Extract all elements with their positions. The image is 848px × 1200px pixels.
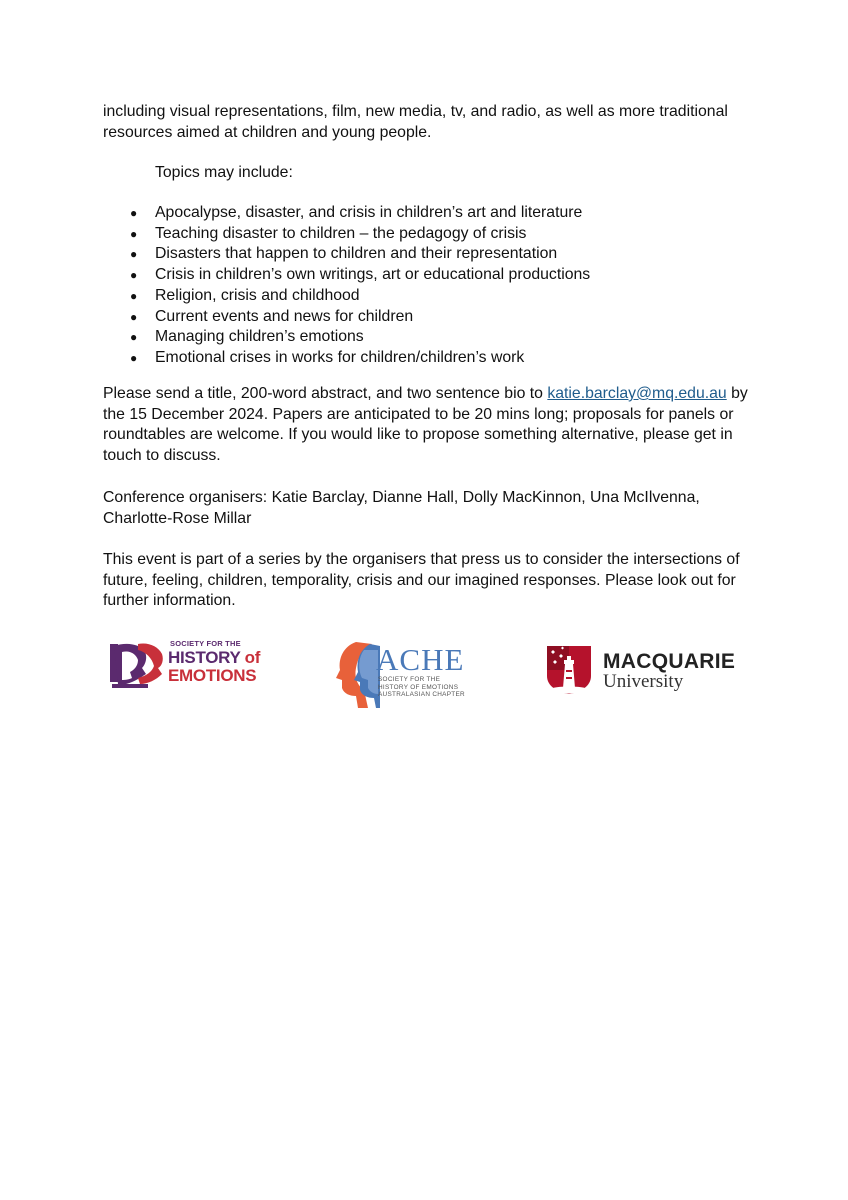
macquarie-logo-title: MACQUARIE xyxy=(603,650,736,673)
bullet-icon: ● xyxy=(130,288,138,303)
macquarie-logo xyxy=(545,644,736,696)
ache-logo-subtitle: SOCIETY FOR THE HISTORY OF EMOTIONS AUSTRALASIAN CHAPTER xyxy=(378,676,465,699)
bullet-icon: ● xyxy=(130,206,138,220)
she-faces-icon xyxy=(108,638,168,690)
bullet-icon: ● xyxy=(130,268,138,283)
she-logo-line2: EMOTIONS xyxy=(168,666,257,685)
bullet-icon: ● xyxy=(130,247,138,262)
list-item: ● Current events and news for children xyxy=(103,307,763,328)
series-paragraph: This event is part of a series by the organisers that press us to consider the intersections of future, feeling, children, temporality, crisis and our imagined responses. Please look out for further information. xyxy=(103,551,740,610)
bullet-icon: ● xyxy=(130,330,138,345)
bullet-icon: ● xyxy=(130,309,138,324)
macquarie-crest-icon xyxy=(545,644,593,696)
list-item: ● Apocalypse, disaster, and crisis in children’s art and literature xyxy=(103,203,763,224)
organisers-paragraph: Conference organisers: Katie Barclay, Dianne Hall, Dolly MacKinnon, Una McIlvenna, Charlotte-Rose Millar xyxy=(103,489,700,527)
she-logo-line1: HISTORY of xyxy=(168,648,261,667)
she-logo-small-text: SOCIETY FOR THE xyxy=(170,639,241,648)
ache-logo-title: ACHE xyxy=(376,642,465,677)
ache-faces-icon xyxy=(334,640,382,710)
submission-paragraph: Please send a title, 200-word abstract, and two sentence bio to katie.barclay@mq.edu.au by the 15 December 2024. Papers are anticipated to be 20 mins long; proposals for panels or roundtables are welcome. If you would like to propose something alternative, please get in touch to discuss. xyxy=(103,385,748,465)
bullet-icon: ● xyxy=(130,226,138,241)
list-item: ● Teaching disaster to children – the pedagogy of crisis xyxy=(103,224,763,245)
list-item: ● Religion, crisis and childhood xyxy=(103,286,763,307)
bullet-icon: ● xyxy=(130,350,138,365)
list-item: ● Crisis in children’s own writings, art or educational productions xyxy=(103,265,763,286)
she-logo xyxy=(108,638,273,690)
ache-logo xyxy=(334,640,474,710)
intro-paragraph: including visual representations, film, new media, tv, and radio, as well as more traditional resources aimed at children and young people. xyxy=(103,103,728,141)
list-item: ● Disasters that happen to children and their representation xyxy=(103,244,763,265)
list-item: ● Managing children’s emotions xyxy=(103,327,763,348)
email-link[interactable]: katie.barclay@mq.edu.au xyxy=(547,385,727,402)
topics-list xyxy=(103,203,763,369)
macquarie-logo-subtitle: University xyxy=(603,671,684,692)
topics-heading: Topics may include: xyxy=(155,164,293,181)
list-item: ● Emotional crises in works for children/children’s work xyxy=(103,348,763,369)
